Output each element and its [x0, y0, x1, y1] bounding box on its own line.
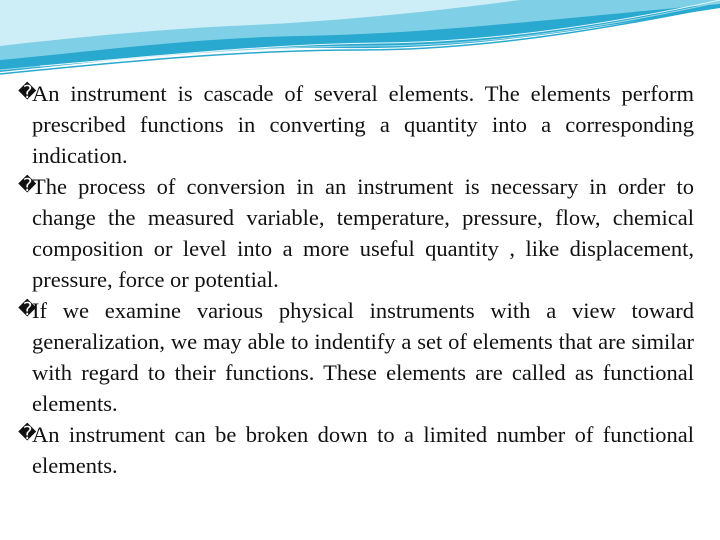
bullet-marker-icon: �: [18, 82, 37, 103]
bullet-item: [18, 419, 694, 481]
bullet-text: The process of conversion in an instrument is necessary in order to change the measured variable, temperature, pressure, flow, chemical composition or level into a more useful quantity , like displacement, pressure, force or potential.: [32, 174, 694, 292]
bullet-text: An instrument is cascade of several elements. The elements perform prescribed functions in converting a quantity into a corresponding indication.: [32, 81, 694, 168]
bullet-marker-icon: �: [18, 299, 37, 320]
bullet-list: [18, 78, 694, 481]
bullet-text: An instrument can be broken down to a limited number of functional elements.: [32, 422, 694, 478]
bullet-item: [18, 171, 694, 295]
header-wave-banner: [0, 0, 720, 75]
bullet-item: [18, 78, 694, 171]
bullet-marker-icon: �: [18, 175, 37, 196]
bullet-marker-icon: �: [18, 423, 37, 444]
bullet-item: [18, 295, 694, 419]
bullet-text: If we examine various physical instruments with a view toward generalization, we may able to indentify a set of elements that are similar with regard to their functions. These elements are called as functional elements.: [32, 298, 694, 416]
